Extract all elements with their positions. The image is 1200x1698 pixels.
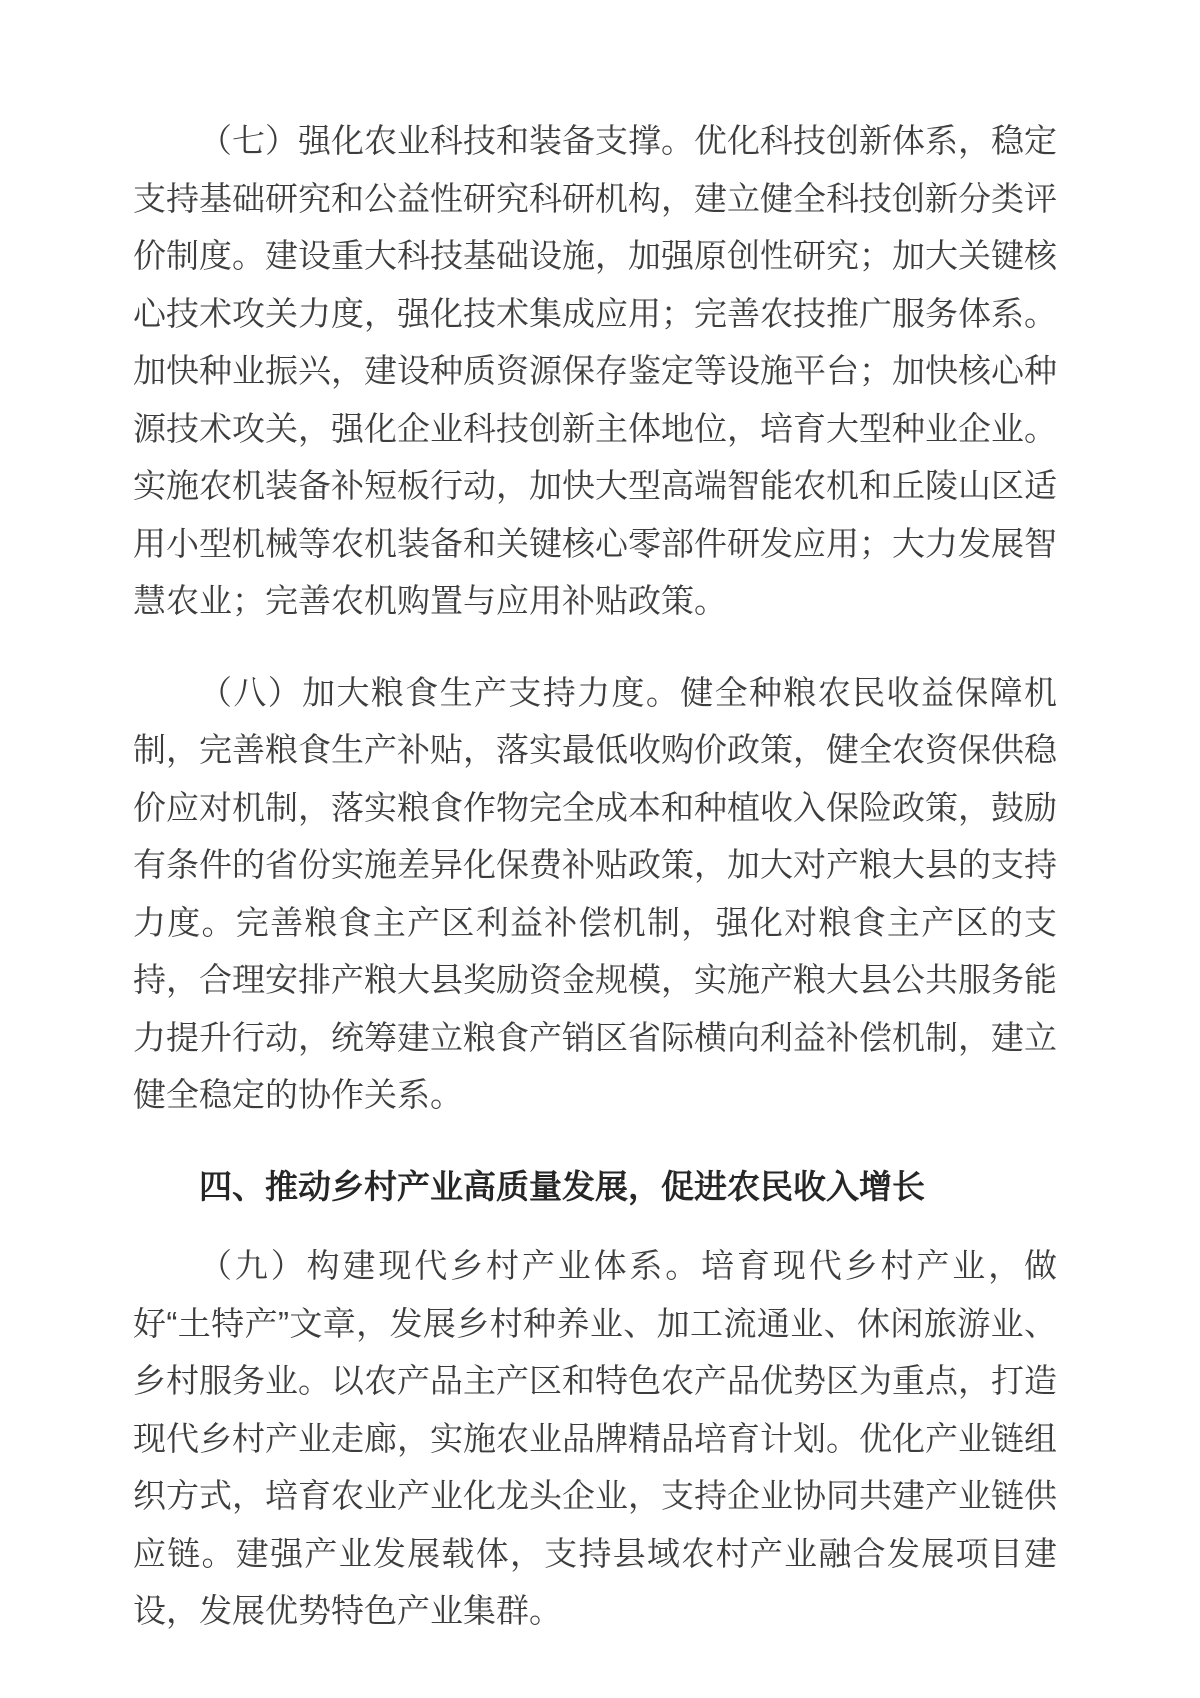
document-content [133,112,1057,1674]
paragraph-section-8: （八）加大粮食生产支持力度。健全种粮农民收益保障机制，完善粮食生产补贴，落实最低收购价政策，健全农资保供稳价应对机制，落实粮食作物完全成本和种植收入保险政策，鼓励有条件的省份实施差异化保费补贴政策，加大对产粮大县的支持力度。完善粮食主产区利益补偿机制，强化对粮食主产区的支持，合理安排产粮大县奖励资金规模，实施产粮大县公共服务能力提升行动，统筹建立粮食产销区省际横向利益补偿机制，建立健全稳定的协作关系。 [133,673,1057,1113]
paragraph-section-9: （九）构建现代乡村产业体系。培育现代乡村产业，做好“土特产”文章，发展乡村种养业、加工流通业、休闲旅游业、乡村服务业。以农产品主产区和特色农产品优势区为重点，打造现代乡村产业走廊，实施农业品牌精品培育计划。优化产业链组织方式，培育农业产业化龙头企业，支持企业协同共建产业链供应链。建强产业发展载体，支持县域农村产业融合发展项目建设，发展优势特色产业集群。 [133,1247,1057,1629]
part-four-heading: 四、推动乡村产业高质量发展，促进农民收入增长 [199,1167,925,1205]
paragraph-section-7: （七）强化农业科技和装备支撑。优化科技创新体系，稳定支持基础研究和公益性研究科研机构，建立健全科技创新分类评价制度。建设重大科技基础设施，加强原创性研究；加大关键核心技术攻关力度，强化技术集成应用；完善农技推广服务体系。加快种业振兴，建设种质资源保存鉴定等设施平台；加快核心种源技术攻关，强化企业科技创新主体地位，培育大型种业企业。实施农机装备补短板行动，加快大型高端智能农机和丘陵山区适用小型机械等农机装备和关键核心零部件研发应用；大力发展智慧农业；完善农机购置与应用补贴政策。 [133,122,1057,619]
